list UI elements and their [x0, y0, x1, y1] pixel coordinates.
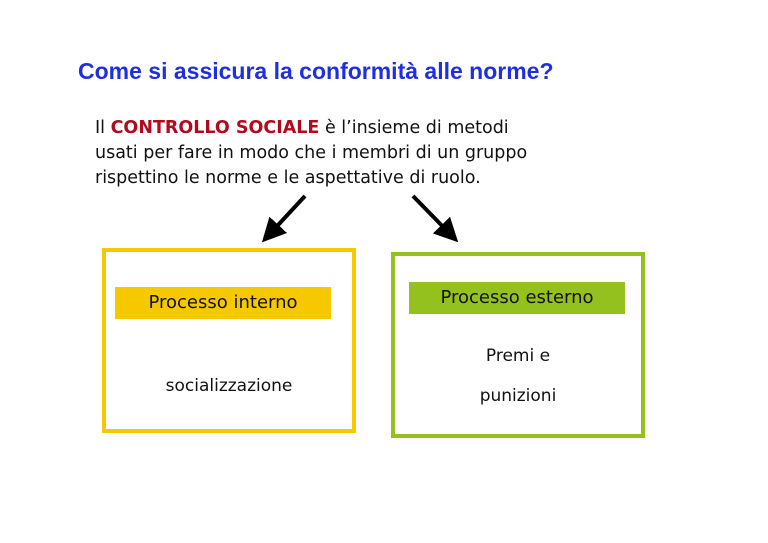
socialization-text: socializzazione	[165, 376, 293, 396]
page-title: Come si assicura la conformità alle norme?	[78, 58, 554, 84]
internal-process-label: Processo interno	[115, 287, 331, 319]
arrow-right	[413, 196, 454, 238]
rewards-text: Premi e	[485, 346, 551, 366]
internal-process-box	[102, 248, 356, 433]
arrow-left	[266, 196, 305, 238]
line1-prefix: Il	[95, 118, 111, 138]
external-process-box	[391, 252, 645, 438]
paragraph-line-3: rispettino le norme e le aspettative di ruolo.	[95, 168, 481, 188]
line1-suffix: è l’insieme di metodi	[319, 118, 509, 138]
external-process-label: Processo esterno	[409, 282, 625, 314]
punishments-text: punizioni	[479, 386, 557, 406]
paragraph-line-2: usati per fare in modo che i membri di un gruppo	[95, 143, 528, 163]
controllo-sociale-highlight: CONTROLLO SOCIALE	[110, 118, 320, 138]
